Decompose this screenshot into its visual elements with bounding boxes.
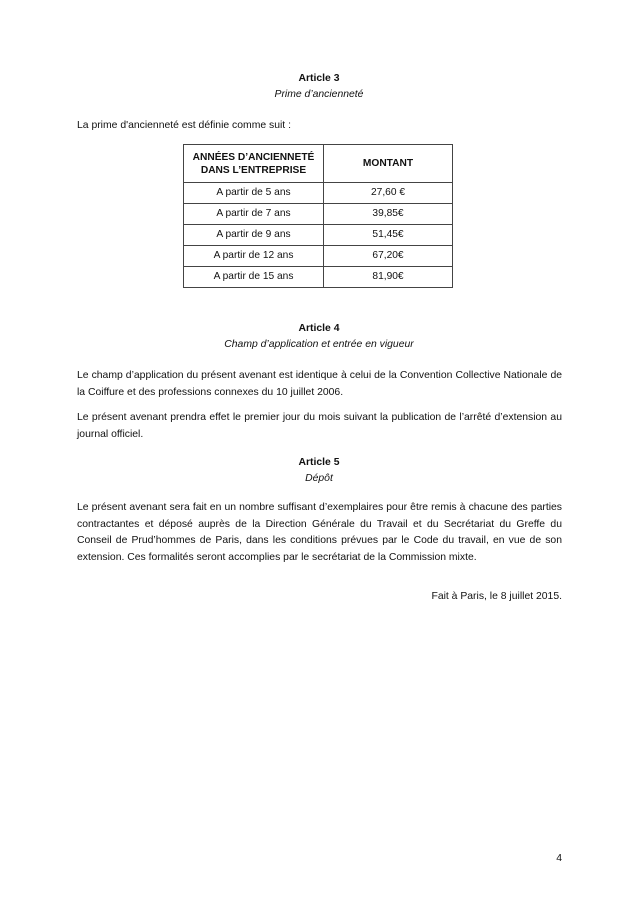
article-4-paragraph-1 xyxy=(77,368,562,401)
article-4-subtitle: Champ d’application et entrée en vigueur xyxy=(224,339,414,350)
cell-years: A partir de 12 ans xyxy=(184,246,324,267)
table-row xyxy=(184,225,453,246)
cell-years: A partir de 15 ans xyxy=(184,267,324,288)
article-4-paragraph-2-text: Le présent avenant prendra effet le premier jour du mois suivant la publication de l’arrêté d’extension au journal officiel. xyxy=(77,412,562,440)
table-row xyxy=(184,204,453,225)
article-3-subtitle: Prime d’ancienneté xyxy=(274,89,364,100)
article-5-paragraph-text: Le présent avenant sera fait en un nombre suffisant d’exemplaires pour être remis à chacune des parties contractantes et déposé auprès de la Direction Générale du Travail et du Secrétariat du Greffe du Conseil de Prud’hommes de Paris, dans les conditions prévues par le Code du travail, en vue de son extension. Ces formalités seront accomplies par le secrétariat de la Commission mixte. xyxy=(77,502,562,563)
article-5-paragraph xyxy=(77,500,562,566)
article-5-subtitle: Dépôt xyxy=(305,473,333,484)
header-amount: MONTANT xyxy=(324,145,453,183)
cell-amount: 67,20€ xyxy=(324,246,453,267)
article-5-title: Article 5 xyxy=(298,457,340,468)
header-years xyxy=(184,145,324,183)
header-years-line2: DANS L’ENTREPRISE xyxy=(200,164,307,176)
article-3-intro: La prime d'ancienneté est définie comme suit : xyxy=(77,120,291,131)
article-5-heading xyxy=(0,455,638,487)
cell-amount: 81,90€ xyxy=(324,267,453,288)
cell-years: A partir de 5 ans xyxy=(184,183,324,204)
header-years-line1: ANNÉES D’ANCIENNETÉ xyxy=(192,151,315,163)
prime-anciennete-table xyxy=(183,144,453,288)
cell-amount: 27,60 € xyxy=(324,183,453,204)
article-4-heading xyxy=(0,321,638,353)
page-number: 4 xyxy=(556,853,562,864)
cell-years: A partir de 7 ans xyxy=(184,204,324,225)
article-4-title: Article 4 xyxy=(298,323,340,334)
cell-amount: 39,85€ xyxy=(324,204,453,225)
article-4-paragraph-1-text: Le champ d’application du présent avenant est identique à celui de la Convention Collective Nationale de la Coiffure et des professions connexes du 10 juillet 2006. xyxy=(77,370,562,398)
table-row xyxy=(184,246,453,267)
article-3-title: Article 3 xyxy=(298,73,340,84)
table-header-row xyxy=(184,145,453,183)
signature-line: Fait à Paris, le 8 juillet 2015. xyxy=(431,591,562,602)
cell-amount: 51,45€ xyxy=(324,225,453,246)
cell-years: A partir de 9 ans xyxy=(184,225,324,246)
table-row xyxy=(184,267,453,288)
article-3-heading xyxy=(0,71,638,103)
table-row xyxy=(184,183,453,204)
article-4-paragraph-2 xyxy=(77,410,562,443)
